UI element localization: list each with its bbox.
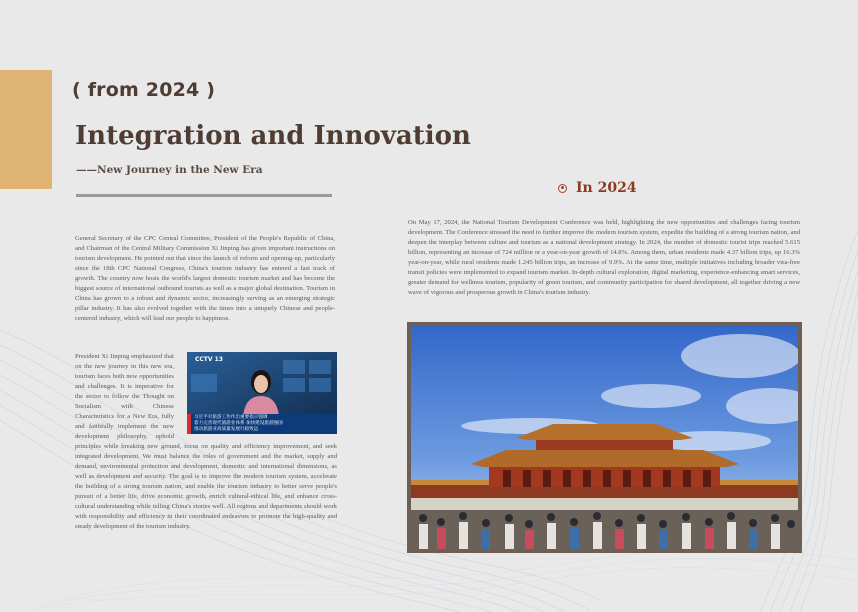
tv-channel-label: CCTV 13: [195, 356, 223, 363]
circle-bullet-icon: [558, 184, 567, 193]
gold-accent-block: [0, 70, 52, 189]
forbidden-city-photo-frame: [407, 322, 802, 553]
second-paragraph: President Xi Jinping emphasized that on the new journey in this new era, tourism faces both new opportunities and challenges. It is imperative for the sector to follow the Thought on Socialism with Chinese Characteristics for a New Era, fully and faithfully implement the new development philosophy, uphold principles while breaking new ground, focus on quality and efficiency improvement, and seek integrated development. We must balance the roles of government and the market, supply and demand, environmental protection and development, domestic and international dimensions, as well as development and security. The goal is to improve the modern tourism system, accelerate the building of a strong tourism nation, and enable the tourism industry to better serve people's pursuit of a better life, drive economic growth, enrich cultural-ethical life, and enhance cross-cultural understanding while telling China's stories well. All regions and departments should work with responsibility and efficiency in their coordinated endeavors to promote the high-quality and steady development of the tourism industry.: [75, 353, 337, 530]
section-heading: [558, 180, 637, 196]
tv-caption-line: 习近平对旅游工作作出重要指示强调: [194, 415, 268, 420]
page-subtitle: ——New Journey in the New Era: [76, 164, 263, 176]
section-title: In 2024: [576, 180, 637, 196]
from-year-label: ( from 2024 ): [72, 79, 216, 101]
second-paragraph-block: [75, 352, 337, 532]
tv-caption-line: 推动旅游业高质量发展行稳致远: [194, 427, 259, 432]
conference-paragraph: On May 17, 2024, the National Tourism Development Conference was held, highlighting the new opportunities and challenges facing tourism development. The Conference stressed the need to further improve the modern tourism system, expedite the building of a strong tourism nation, and deepen the interplay between culture and tourism as a national development strategy. In 2024, the number of domestic tourist trips reached 5.615 billion, representing an increase of 724 million or a year-on-year growth of 14.8%. Among them, urban residents made 4.37 billion trips, up 16.3% year-on-year, while rural residents made 1.245 billion trips, an increase of 9.9%. At the same time, multiple initiatives including broader visa-free transit policies were implemented to expand tourism market. In-depth cultural exploration, digital marketing, experience-enhancing smart services, greater demand for wellness tourism, popularity of green tourism, and community participation for shared development, all together driving a new wave of vigorous and prosperous growth in China's tourism industry.: [408, 219, 800, 296]
tv-caption-line: 着力完善现代旅游业体系 加快建设旅游强国: [194, 421, 283, 426]
page-title: Integration and Innovation: [75, 121, 471, 151]
news-broadcast-image: [187, 352, 337, 434]
title-divider: [76, 194, 332, 197]
forbidden-city-photo: [411, 326, 798, 549]
intro-paragraph: General Secretary of the CPC Central Committee, President of the People's Republic of China, and Chairman of the Central Military Commission Xi Jinping has given important instructions on tourism development. He pointed out that since the launch of reform and opening-up, particularly since the 18th CPC National Congress, China's tourism industry has entered a fast track of growth. The country now hosts the world's largest domestic tourism market and has become the biggest source of international outbound tourists as well as a major global destination. Tourism in China has grown to a robust and dynamic sector, increasingly serving as an emerging strategic pillar industry. It has also evolved together with the times into a uniquely Chinese and people-centered industry, which will lead our people to happiness.: [75, 235, 335, 322]
